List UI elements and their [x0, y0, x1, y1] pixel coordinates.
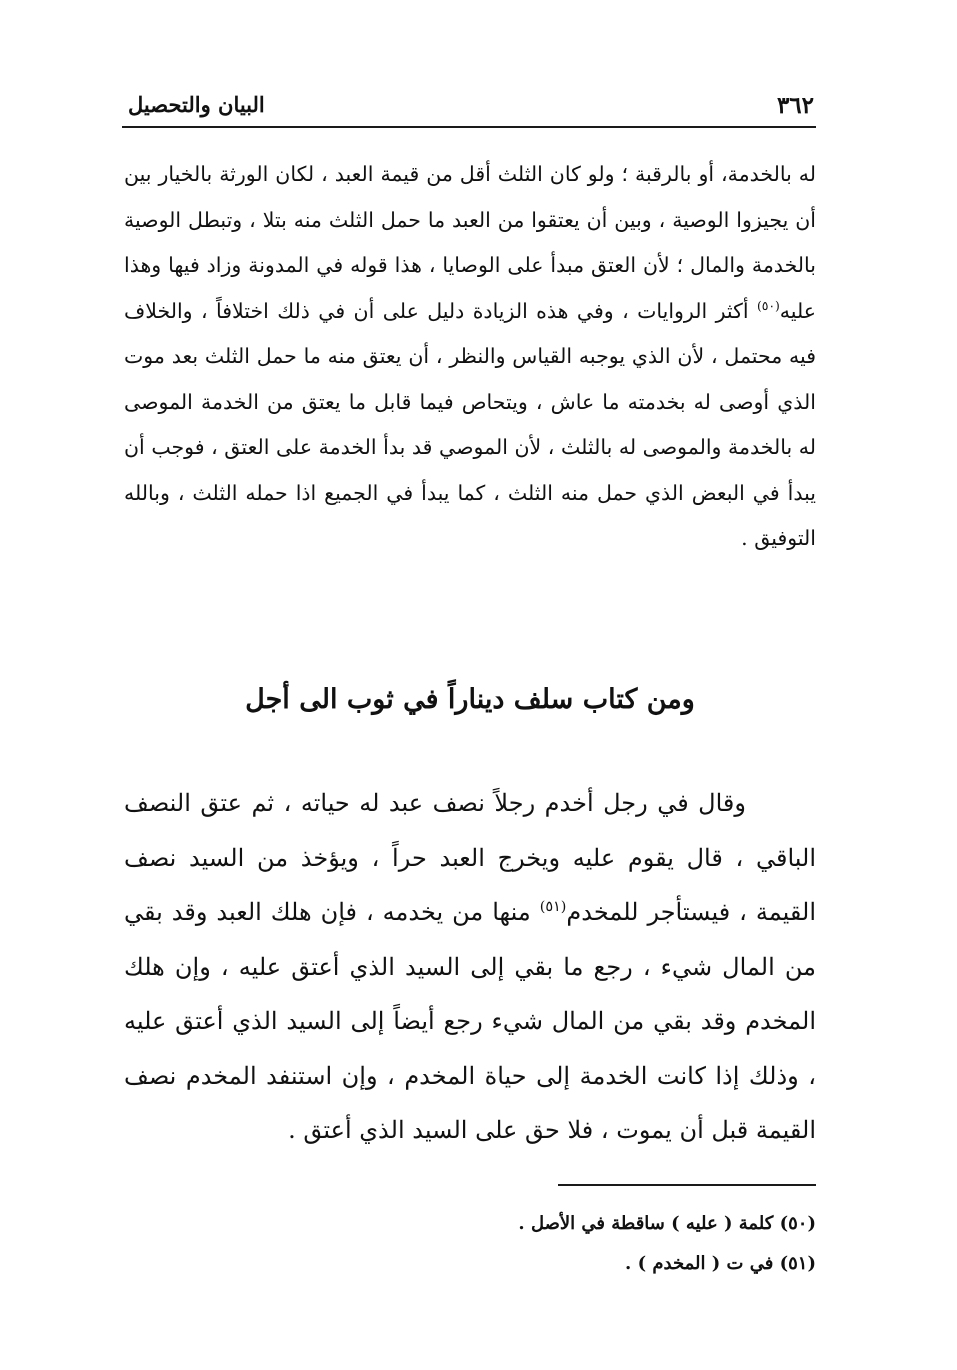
paragraph-2	[124, 776, 816, 1158]
page-number: ٣٦٢	[776, 92, 814, 119]
footnote-51: (٥١) في ت ( المخدم ) .	[625, 1253, 816, 1274]
footnote-marker-50: (٥٠)	[756, 298, 780, 313]
footnote-separator	[558, 1184, 816, 1186]
section-heading: ومن كتاب سلف ديناراً في ثوب الى أجل	[245, 684, 695, 715]
paragraph-2-continuation: منها من يخدمه ، فإن هلك العبد وقد بقي من المال شيء ، رجع ما بقي إلى السيد الذي أعتق عليه ، وإن هلك المخدم وقد بقي من المال شيء رجع أيضاً إلى السيد الذي أعتق عليه ، وذلك إذا كانت الخدمة إلى حياة المخدم ، وإن استنفد المخدم نصف القيمة قبل أن يموت ، فلا حق على السيد الذي أعتق .	[124, 898, 816, 1144]
footnote-50: (٥٠) كلمة ( عليه ) ساقطة في الأصل .	[518, 1213, 816, 1234]
running-title: البيان والتحصيل	[128, 92, 265, 117]
paragraph-1-continuation: أكثر الروايات ، وفي هذه الزيادة دليل على أن في ذلك اختلافاً ، والخلاف فيه محتمل ، لأن الذي يوجبه القياس والنظر ، أن يعتق منه ما حمل الثلث بعد موت الذي أوصى له بخدمته ما عاش ، ويتحاص فيما قابل ما يعتق من الخدمة الموصى له بالخدمة والموصى له بالثلث ، لأن الموصي قد بدأ الخدمة على العتق ، فوجب أن يبدأ في البعض الذي حمل منه الثلث ، كما يبدأ في الجميع اذا حمله الثلث ، وبالله التوفيق .	[124, 298, 816, 550]
paragraph-1	[124, 152, 816, 562]
paragraph-2-text: وقال في رجل أخدم رجلاً نصف عبد له حياته ، ثم عتق النصف الباقي ، قال يقوم عليه ويخرج العبد حراً ، ويؤخذ من السيد نصف القيمة ، فيستأجر للمخدم	[124, 789, 817, 926]
footnote-marker-51: (٥١)	[539, 899, 567, 915]
page-header	[122, 86, 816, 128]
footnotes-list	[124, 1204, 816, 1284]
paragraph-1-text: له بالخدمة، أو بالرقبة ؛ ولو كان الثلث أقل من قيمة العبد ، لكان الورثة بالخيار بين أن يجيزوا الوصية ، وبين أن يعتقوا من العبد ما حمل الثلث منه بتلا ، وتبطل الوصية بالخدمة والمال ؛ لأن العتق مبدأ على الوصايا ، هذا قوله في المدونة وزاد فيها وهذا عليه	[124, 162, 816, 323]
